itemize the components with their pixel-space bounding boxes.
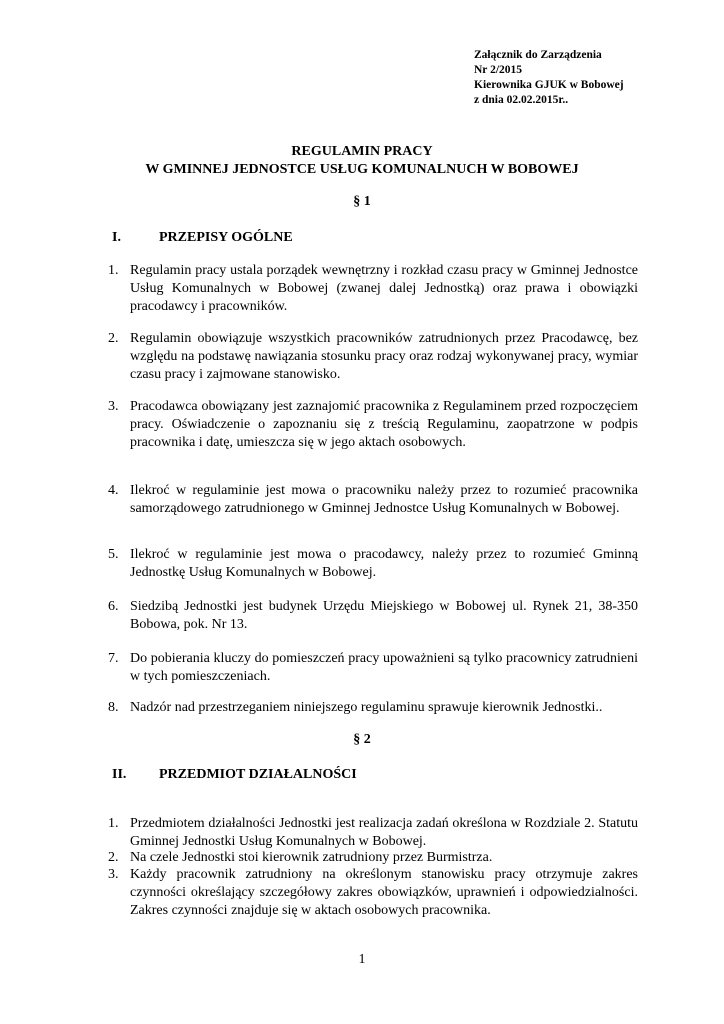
section-title-1: PRZEPISY OGÓLNE bbox=[159, 230, 293, 245]
page-number: 1 bbox=[358, 952, 366, 967]
annex-line-1: Załącznik do Zarządzenia bbox=[474, 49, 602, 61]
document-title bbox=[0, 143, 724, 179]
list-item-text: Przedmiotem działalności Jednostki jest realizacja zadań określona w Rozdziale 2. Statutu Gminnej Jednostki Usług Komunalnych w Bobowej. bbox=[130, 816, 638, 849]
paragraph-sign-2: § 2 bbox=[353, 732, 371, 747]
annex-note bbox=[474, 48, 624, 108]
list-item-text: Do pobierania kluczy do pomieszczeń pracy upoważnieni są tylko pracownicy zatrudnieni w tych pomieszczeniach. bbox=[130, 651, 638, 684]
list-item-number: 5. bbox=[108, 547, 119, 562]
paragraph-sign-1: § 1 bbox=[353, 194, 371, 209]
list-item-number: 8. bbox=[108, 700, 119, 715]
title-line-1: REGULAMIN PRACY bbox=[291, 144, 433, 159]
list-item-number: 4. bbox=[108, 483, 119, 498]
list-item-text: Ilekroć w regulaminie jest mowa o pracowniku należy przez to rozumieć pracownika samorządowego zatrudnionego w Gminnej Jednostce Usług Komunalnych w Bobowej. bbox=[130, 483, 638, 516]
list-item-text: Siedzibą Jednostki jest budynek Urzędu Miejskiego w Bobowej ul. Rynek 21, 38-350 Bobowa, pok. Nr 13. bbox=[130, 599, 638, 632]
list-item-number: 1. bbox=[108, 816, 119, 831]
section-number-1: I. bbox=[112, 230, 121, 245]
list-item-text: Pracodawca obowiązany jest zaznajomić pracownika z Regulaminem przed rozpoczęciem pracy. Oświadczenie o zapoznaniu się z treścią Regulaminu, zaopatrzone w podpis pracownika i datę, umieszcza się w jego aktach osobowych. bbox=[130, 399, 638, 450]
list-item-text: Każdy pracownik zatrudniony na określonym stanowisku pracy otrzymuje zakres czynności określający szczegółowy zakres obowiązków, uprawnień i odpowiedzialności. Zakres czynności znajduje się w aktach osobowych pracownika. bbox=[130, 867, 638, 918]
title-line-2: W GMINNEJ JEDNOSTCE USŁUG KOMUNALNUCH W BOBOWEJ bbox=[145, 162, 579, 177]
list-item-text: Na czele Jednostki stoi kierownik zatrudniony przez Burmistrza. bbox=[130, 850, 493, 865]
annex-line-3: Kierownika GJUK w Bobowej bbox=[474, 79, 624, 91]
list-item-number: 2. bbox=[108, 850, 119, 865]
list-item-number: 1. bbox=[108, 263, 119, 278]
annex-line-2: Nr 2/2015 bbox=[474, 64, 523, 76]
list-item-number: 2. bbox=[108, 331, 119, 346]
section-number-2: II. bbox=[112, 767, 127, 782]
list-item-number: 6. bbox=[108, 599, 119, 614]
annex-line-4: z dnia 02.02.2015r.. bbox=[474, 94, 569, 106]
list-item-text: Ilekroć w regulaminie jest mowa o pracodawcy, należy przez to rozumieć Gminną Jednostkę Usług Komunalnych w Bobowej. bbox=[130, 547, 638, 580]
list-item-text: Regulamin obowiązuje wszystkich pracowników zatrudnionych przez Pracodawcę, bez względu na podstawę nawiązania stosunku pracy oraz rodzaj wykonywanej pracy, wymiar czasu pracy i zajmowane stanowisko. bbox=[130, 331, 638, 382]
list-item-number: 3. bbox=[108, 399, 119, 414]
list-item-text: Nadzór nad przestrzeganiem niniejszego regulaminu sprawuje kierownik Jednostki.. bbox=[130, 700, 603, 715]
list-item-text: Regulamin pracy ustala porządek wewnętrzny i rozkład czasu pracy w Gminnej Jednostce Usług Komunalnych w Bobowej (zwanej dalej Jednostką) oraz prawa i obowiązki pracodawcy i pracowników. bbox=[130, 263, 638, 314]
list-item-number: 3. bbox=[108, 867, 119, 882]
section-title-2: PRZEDMIOT DZIAŁALNOŚCI bbox=[159, 767, 357, 782]
list-item-number: 7. bbox=[108, 651, 119, 666]
